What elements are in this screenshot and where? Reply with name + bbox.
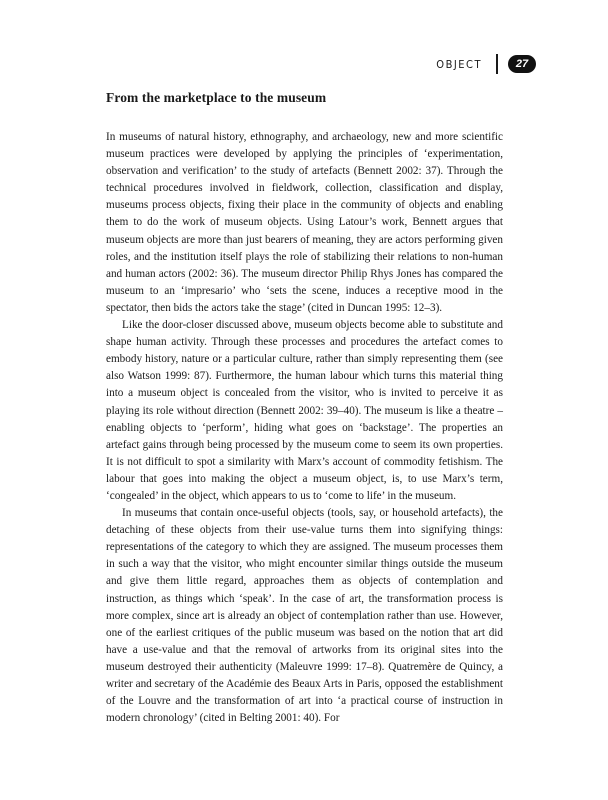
running-head-title: OBJECT — [436, 57, 482, 71]
paragraph-3: In museums that contain once-useful objects (tools, say, or household artefacts), the detaching of these objects from their use-value turns them into signifying things: representations of the category to which they are assigned. The museum processes them in such a way that the visitor, who might encounter similar things outside the museum and give them little regard, approaches them as objects of contemplation and instruction, as things which ‘speak’. In the case of art, the transformation process is more complex, since art is already an object of contemplation rather than use. However, one of the earliest critiques of the public museum was based on the notion that art did have a use-value and that the removal of artworks from its original sites into the museum destroyed their authenticity (Maleuvre 1999: 17–8). Quatremère de Quincy, a writer and secretary of the Académie des Beaux Arts in Paris, opposed the establishment of the Louvre and the transformation of art into ‘a practical course of instruction in modern chronology’ (cited in Belting 2001: 40). For — [106, 507, 503, 725]
page-body — [106, 89, 503, 727]
paragraph-1: In museums of natural history, ethnography, and archaeology, new and more scientific museum practices were developed by applying the principles of ‘experimentation, observation and verification’ to the study of artefacts (Bennett 2002: 37). Through the technical procedures involved in fieldwork, collection, classification and display, museums process objects, fixing their place in the community of objects and enabling them to do the work of museum objects. Using Latour’s work, Bennett argues that museum objects are more than just bearers of meaning, they are actors performing given roles, and the institution itself plays the role of stabilizing their relations to non-human and human actors (2002: 36). The museum director Philip Rhys Jones has compared the museum to an ‘impresario’ who ‘sets the scene, induces a receptive mood in the spectator, then bids the actors take the stage’ (cited in Duncan 1995: 12–3). — [106, 131, 503, 314]
running-head — [436, 54, 536, 74]
paragraph-2: Like the door-closer discussed above, museum objects become able to substitute and shape human activity. Through these processes and procedures the artefact comes to embody history, nature or a particular culture, rather than simply representing them (see also Watson 1999: 87). Furthermore, the human labour which turns this material thing into a museum object is concealed from the visitor, who is invited to perceive it as playing its role without direction (Bennett 2002: 39–40). The museum is like a theatre – enabling objects to ‘perform’, hiding what goes on ‘backstage’. The properties an artefact gains through being processed by the museum come to seem its own properties. It is not difficult to spot a similarity with Marx’s account of commodity fetishism. The labour that goes into making the object a museum object, is, to use Marx’s term, ‘congealed’ in the object, which appears to us to ‘come to life’ in the museum. — [106, 319, 503, 502]
running-head-divider — [496, 54, 498, 74]
section-heading: From the marketplace to the museum — [106, 90, 327, 105]
page-number-badge: 27 — [508, 55, 536, 73]
